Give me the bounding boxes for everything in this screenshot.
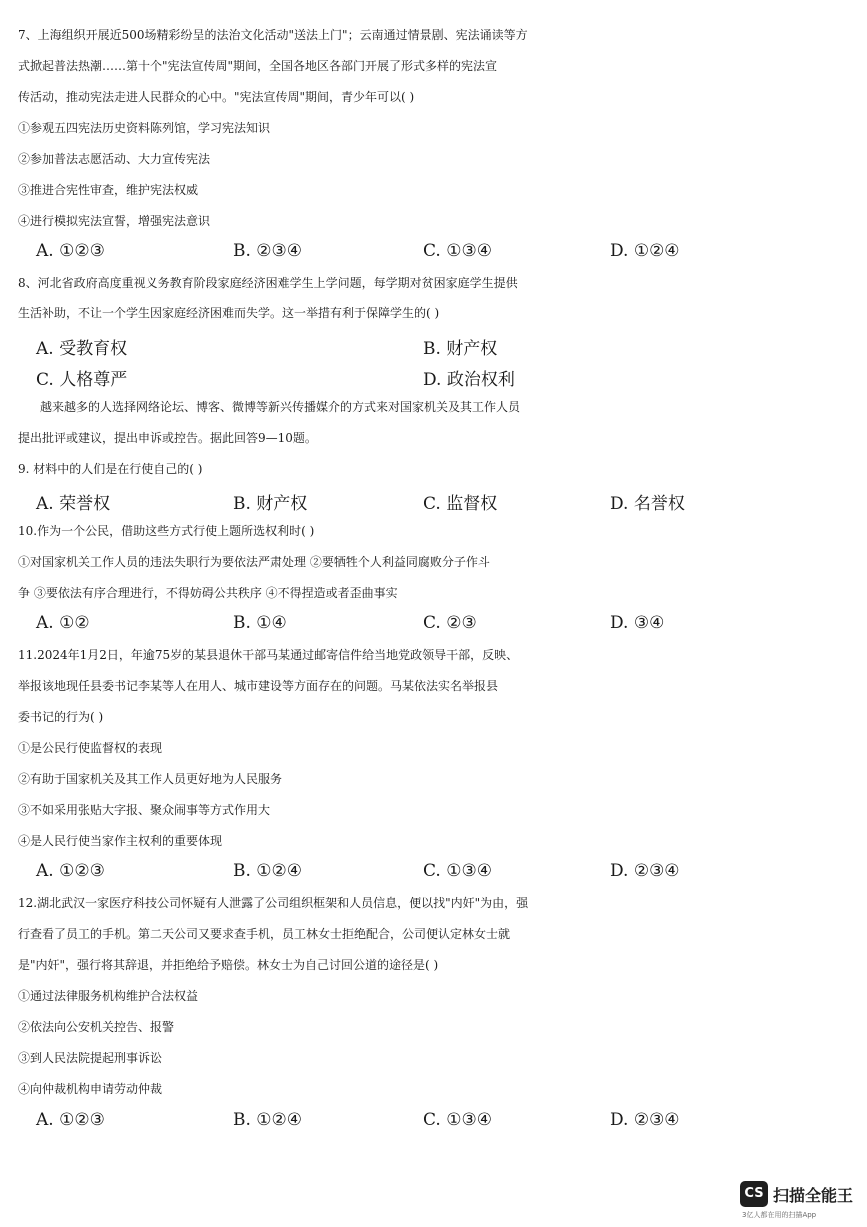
q10-option-c[interactable]: C. ②③: [423, 613, 477, 633]
q8-option-d[interactable]: D. 政治权利: [423, 370, 515, 390]
q7-option-c[interactable]: C. ①③④: [423, 241, 492, 261]
q7-item-4: ④进行模拟宪法宣誓，增强宪法意识: [18, 214, 211, 228]
q10-line-2: ①对国家机关工作人员的违法失职行为要依法严肃处理 ②要牺牲个人利益同腐败分子作斗: [18, 555, 490, 569]
watermark-tagline: 3亿人都在用的扫描App: [742, 1211, 817, 1219]
q8-options-row-1: [36, 334, 836, 359]
q12-line-3: 是"内奸"，强行将其辞退，并拒绝给予赔偿。林女士为自己讨回公道的途径是( ): [18, 958, 439, 972]
q7-line-1: 7、上海组织开展近500场精彩纷呈的法治文化活动"送法上门"；云南通过情景剧、宪法诵读等方: [18, 28, 528, 42]
q10-options: [36, 613, 836, 635]
q12-line-2: 行查看了员工的手机。第二天公司又要求查手机，员工林女士拒绝配合，公司便认定林女士就: [18, 927, 511, 941]
q10-option-a[interactable]: A. ①②: [36, 613, 90, 633]
q11-option-d[interactable]: D. ②③④: [610, 861, 680, 881]
q10-line-3: 争 ③要依法有序合理进行，不得妨碍公共秩序 ④不得捏造或者歪曲事实: [18, 586, 398, 600]
q7-item-3: ③推进合宪性审查，维护宪法权威: [18, 183, 199, 197]
camscanner-logo-icon: CS: [740, 1181, 768, 1207]
q7-line-2: 式掀起普法热潮……第十个"宪法宣传周"期间，全国各地区各部门开展了形式多样的宪法宣: [18, 59, 498, 73]
q10-option-b[interactable]: B. ①④: [233, 613, 287, 633]
q12-option-d[interactable]: D. ②③④: [610, 1110, 680, 1130]
scanner-watermark: [740, 1181, 855, 1221]
q12-option-a[interactable]: A. ①②③: [36, 1110, 105, 1130]
q7-line-3: 传活动，推动宪法走进人民群众的心中。"宪法宣传周"期间，青少年可以( ): [18, 90, 415, 104]
q12-item-1: ①通过法律服务机构维护合法权益: [18, 989, 199, 1003]
q12-item-3: ③到人民法院提起刑事诉讼: [18, 1051, 163, 1065]
q11-line-3: 委书记的行为( ): [18, 710, 104, 724]
q10-option-d[interactable]: D. ③④: [610, 613, 665, 633]
q9-line-1: 9. 材料中的人们是在行使自己的( ): [18, 462, 203, 476]
q8-line-1: 8、河北省政府高度重视义务教育阶段家庭经济困难学生上学问题，每学期对贫困家庭学生提供: [18, 276, 518, 290]
q9-option-d[interactable]: D. 名誉权: [610, 494, 685, 514]
q11-option-c[interactable]: C. ①③④: [423, 861, 492, 881]
q9-options: [36, 489, 836, 514]
q8-line-2: 生活补助，不让一个学生因家庭经济困难而失学。这一举措有利于保障学生的( ): [18, 306, 440, 320]
material-line-2: 提出批评或建议，提出申诉或控告。据此回答9—10题。: [18, 431, 317, 445]
q9-option-a[interactable]: A. 荣誉权: [36, 494, 111, 514]
q9-option-c[interactable]: C. 监督权: [423, 494, 498, 514]
q7-options: [36, 241, 836, 263]
q11-item-3: ③不如采用张贴大字报、聚众闹事等方式作用大: [18, 803, 271, 817]
q12-option-c[interactable]: C. ①③④: [423, 1110, 492, 1130]
q10-line-1: 10.作为一个公民，借助这些方式行使上题所选权利时( ): [18, 524, 315, 538]
q9-option-b[interactable]: B. 财产权: [233, 494, 308, 514]
q7-item-1: ①参观五四宪法历史资料陈列馆，学习宪法知识: [18, 121, 271, 135]
q12-option-b[interactable]: B. ①②④: [233, 1110, 303, 1130]
q11-item-1: ①是公民行使监督权的表现: [18, 741, 163, 755]
q8-option-b[interactable]: B. 财产权: [423, 339, 498, 359]
q7-item-2: ②参加普法志愿活动、大力宣传宪法: [18, 152, 211, 166]
q11-options: [36, 861, 836, 883]
q7-option-d[interactable]: D. ①②④: [610, 241, 680, 261]
q12-options: [36, 1110, 836, 1132]
q11-option-b[interactable]: B. ①②④: [233, 861, 303, 881]
material-line-1: 越来越多的人选择网络论坛、博客、微博等新兴传播媒介的方式来对国家机关及其工作人员: [40, 400, 521, 414]
q11-line-2: 举报该地现任县委书记李某等人在用人、城市建设等方面存在的问题。马某依法实名举报县: [18, 679, 499, 693]
q11-line-1: 11.2024年1月2日，年逾75岁的某县退休干部马某通过邮寄信件给当地党政领导干部，反映、: [18, 648, 519, 662]
q8-option-c[interactable]: C. 人格尊严: [36, 370, 128, 390]
q7-option-a[interactable]: A. ①②③: [36, 241, 105, 261]
q8-options-row-2: [36, 365, 836, 390]
q12-item-2: ②依法向公安机关控告、报警: [18, 1020, 175, 1034]
q11-item-2: ②有助于国家机关及其工作人员更好地为人民服务: [18, 772, 283, 786]
q8-option-a[interactable]: A. 受教育权: [36, 339, 128, 359]
q11-item-4: ④是人民行使当家作主权利的重要体现: [18, 834, 223, 848]
q12-line-1: 12.湖北武汉一家医疗科技公司怀疑有人泄露了公司组织框架和人员信息，便以找"内奸"为由，强: [18, 896, 529, 910]
watermark-app-name: 扫描全能王: [773, 1186, 854, 1205]
q12-item-4: ④向仲裁机构申请劳动仲裁: [18, 1082, 163, 1096]
q11-option-a[interactable]: A. ①②③: [36, 861, 105, 881]
q7-option-b[interactable]: B. ②③④: [233, 241, 303, 261]
